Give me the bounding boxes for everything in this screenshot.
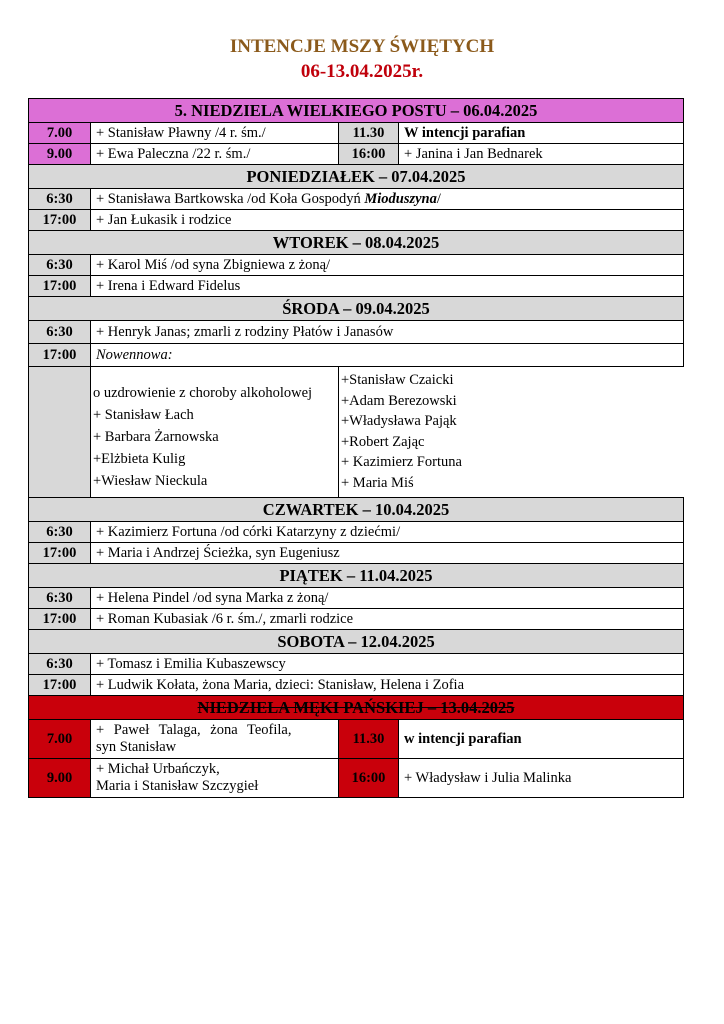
mass-intention: + Karol Miś /od syna Zbigniewa z żoną/ <box>91 255 684 276</box>
day-header-text: NIEDZIELA MĘKI PAŃSKIEJ – 13.04.2025 <box>197 697 515 717</box>
intention-line: syn Stanisław <box>96 739 177 755</box>
novena-item: + Barbara Żarnowska <box>93 429 219 445</box>
day-header-monday: PONIEDZIAŁEK – 07.04.2025 <box>29 165 684 189</box>
day-header-thursday: CZWARTEK – 10.04.2025 <box>29 498 684 522</box>
novena-item: o uzdrowienie z choroby alkoholowej <box>93 385 313 401</box>
day-header-saturday: SOBOTA – 12.04.2025 <box>29 630 684 654</box>
mass-time: 6:30 <box>29 588 91 609</box>
table-row <box>29 189 684 210</box>
day-header-row <box>29 231 684 255</box>
mass-time: 9.00 <box>29 759 91 798</box>
table-row <box>29 123 684 144</box>
day-header-row <box>29 696 684 720</box>
table-row <box>29 210 684 231</box>
table-row <box>29 543 684 564</box>
mass-time: 7.00 <box>29 123 91 144</box>
mass-time: 11.30 <box>339 123 399 144</box>
mass-time: 16:00 <box>339 759 399 798</box>
mass-time: 16:00 <box>339 144 399 165</box>
novena-item: + Kazimierz Fortuna <box>341 454 462 470</box>
day-header-row <box>29 564 684 588</box>
mass-intention <box>91 759 339 798</box>
mass-intention: + Maria i Andrzej Ścieżka, syn Eugeniusz <box>91 543 684 564</box>
mass-time: 9.00 <box>29 144 91 165</box>
day-header-row <box>29 297 684 321</box>
mass-intention: + Janina i Jan Bednarek <box>399 144 684 165</box>
table-row <box>29 344 684 367</box>
day-header-sunday-2 <box>29 696 684 720</box>
mass-time: 6:30 <box>29 654 91 675</box>
page-title: INTENCJE MSZY ŚWIĘTYCH <box>229 36 495 57</box>
novena-row <box>29 367 684 498</box>
mass-intention: + Roman Kubasiak /6 r. śm./, zmarli rodzice <box>91 609 684 630</box>
table-row <box>29 609 684 630</box>
day-header-row <box>29 630 684 654</box>
mass-time: 7.00 <box>29 720 91 759</box>
novena-item: + Maria Miś <box>341 474 414 491</box>
mass-intention: + Stanisław Pławny /4 r. śm./ <box>91 123 339 144</box>
novena-item: +Elżbieta Kulig <box>93 451 186 467</box>
novena-item: + Stanisław Łach <box>93 407 194 423</box>
mass-intention: + Ludwik Kołata, żona Maria, dzieci: Stanisław, Helena i Zofia <box>91 675 684 696</box>
mass-intention <box>91 720 339 759</box>
mass-intention: + Tomasz i Emilia Kubaszewscy <box>91 654 684 675</box>
table-row <box>29 144 684 165</box>
novena-item: +Stanisław Czaicki <box>341 372 454 388</box>
intention-text-end: / <box>436 191 441 207</box>
intention-line: + Michał Urbańczyk, <box>96 761 220 777</box>
day-header-wednesday: ŚRODA – 09.04.2025 <box>29 297 684 321</box>
intention-place: Mioduszyna <box>364 191 437 207</box>
table-row <box>29 759 684 798</box>
mass-intention <box>91 189 684 210</box>
date-range-subtitle: 06-13.04.2025r. <box>300 61 424 82</box>
day-header-row <box>29 165 684 189</box>
novena-list-right <box>339 367 684 498</box>
table-row <box>29 255 684 276</box>
day-header-row <box>29 99 684 123</box>
table-row <box>29 588 684 609</box>
mass-time: 6:30 <box>29 255 91 276</box>
mass-intentions-table <box>28 98 684 798</box>
table-row <box>29 675 684 696</box>
mass-intention: W intencji parafian <box>399 123 684 144</box>
day-header-sunday-1: 5. NIEDZIELA WIELKIEGO POSTU – 06.04.2025 <box>29 99 684 123</box>
day-header-friday: PIĄTEK – 11.04.2025 <box>29 564 684 588</box>
mass-time: 11.30 <box>339 720 399 759</box>
table-row <box>29 276 684 297</box>
mass-time: 6:30 <box>29 522 91 543</box>
mass-intention: + Jan Łukasik i rodzice <box>91 210 684 231</box>
table-row <box>29 522 684 543</box>
intention-line: Maria i Stanisław Szczygieł <box>96 778 259 794</box>
table-row <box>29 321 684 344</box>
intention-text: + Stanisława Bartkowska /od Koła Gospodyń <box>96 191 365 207</box>
novena-empty-cell <box>29 367 91 498</box>
novena-item: +Adam Berezowski <box>341 392 457 409</box>
mass-time: 17:00 <box>29 543 91 564</box>
day-header-tuesday: WTOREK – 08.04.2025 <box>29 231 684 255</box>
table-row <box>29 654 684 675</box>
mass-time: 17:00 <box>29 609 91 630</box>
mass-intention: w intencji parafian <box>399 720 684 759</box>
novena-item: +Wiesław Nieckula <box>93 473 208 489</box>
mass-intention: + Irena i Edward Fidelus <box>91 276 684 297</box>
table-row <box>29 720 684 759</box>
mass-intention: + Ewa Paleczna /22 r. śm./ <box>91 144 339 165</box>
mass-intention: + Helena Pindel /od syna Marka z żoną/ <box>91 588 684 609</box>
mass-intention: Nowennowa: <box>91 344 684 367</box>
mass-time: 6:30 <box>29 321 91 344</box>
novena-item: +Władysława Pająk <box>341 413 457 429</box>
mass-time: 6:30 <box>29 189 91 210</box>
mass-time: 17:00 <box>29 675 91 696</box>
mass-time: 17:00 <box>29 344 91 367</box>
intention-line: + Paweł Talaga, żona Teofila, <box>96 722 292 738</box>
novena-list-left <box>91 367 339 498</box>
mass-time: 17:00 <box>29 276 91 297</box>
mass-intention: + Władysław i Julia Malinka <box>399 759 684 798</box>
mass-intention: + Kazimierz Fortuna /od córki Katarzyny z dziećmi/ <box>91 522 684 543</box>
day-header-row <box>29 498 684 522</box>
mass-intention: + Henryk Janas; zmarli z rodziny Płatów i Janasów <box>91 321 684 344</box>
novena-item: +Robert Zając <box>341 433 425 450</box>
mass-time: 17:00 <box>29 210 91 231</box>
